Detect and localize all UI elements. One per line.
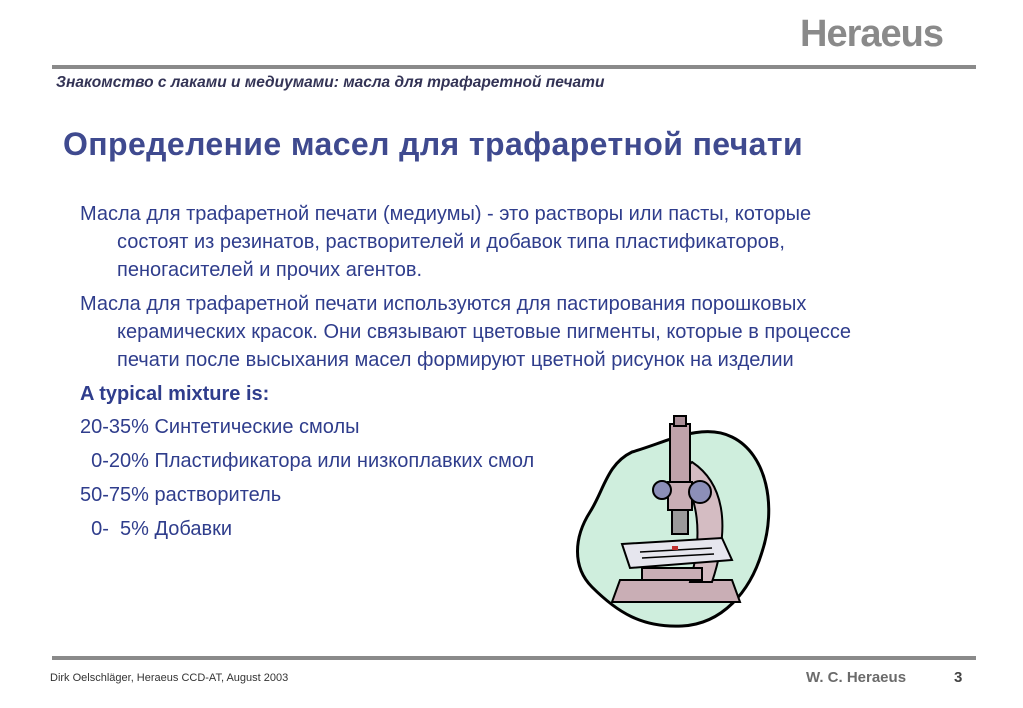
footer-divider (52, 656, 976, 660)
footer-author: Dirk Oelschläger, Heraeus CCD-AT, August 2003 (50, 672, 289, 684)
paragraph-definition: Масла для трафаретной печати (медиумы) - это растворы или пасты, которые состоят из резинатов, растворителей и добавок типа пластификаторов, пеногасителей и прочих агентов. (80, 203, 812, 281)
header-divider (52, 65, 976, 69)
mixture-item: 20-35% Синтетические смолы (80, 416, 360, 438)
mixture-heading: A typical mixture is: (80, 383, 270, 405)
slide-subtitle: Знакомство с лаками и медиумами: масла для трафаретной печати (56, 74, 605, 91)
mixture-item: 50-75% растворитель (80, 484, 282, 506)
slide-title: Определение масел для трафаретной печати (63, 126, 804, 162)
mixture-item: 0-20% Пластификатора или низкоплавких смол (80, 450, 535, 472)
mixture-item: 0- 5% Добавки (80, 518, 233, 540)
footer-company: W. C. Heraeus (806, 669, 907, 686)
heraeus-logo: Heraeus (800, 13, 943, 55)
paragraph-usage: Масла для трафаретной печати используются для пастирования порошковых керамических красок. Они связывают цветовые пигменты, которые в процессе печати после высыхания масел формируют цветной рисунок на изделии (80, 293, 851, 371)
page-number: 3 (954, 669, 963, 686)
microscope-icon (572, 412, 772, 632)
